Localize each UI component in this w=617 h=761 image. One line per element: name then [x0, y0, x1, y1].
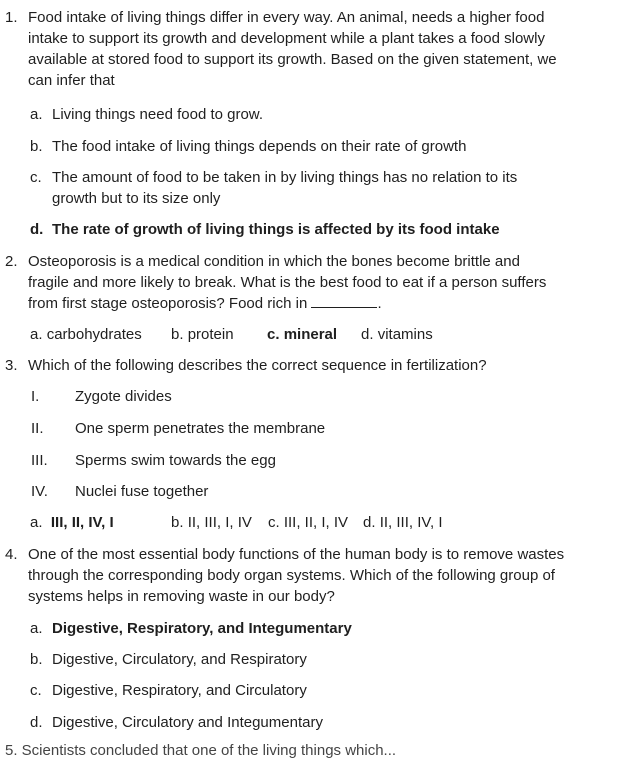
option-letter: b. [30, 138, 43, 155]
step-numeral: IV. [31, 483, 48, 500]
cutoff-text: 5. Scientists concluded that one of the living things which... [5, 742, 397, 759]
step-text: Nuclei fuse together [75, 483, 209, 500]
option-text: vitamins [377, 326, 433, 343]
question-stem-line: available at stored food to support its growth. Based on the given statement, we [28, 51, 557, 68]
option-letter: d. [30, 221, 44, 238]
option-text: II, III, I, IV [187, 514, 252, 531]
option-2d [361, 324, 433, 345]
question-number: 4. [5, 546, 18, 563]
question-stem-line [28, 293, 382, 314]
question-number: 2. [5, 253, 18, 270]
option-text: The amount of food to be taken in by living things has no relation to its [52, 169, 518, 186]
option-letter: c. [268, 514, 280, 531]
step-numeral: III. [31, 452, 48, 469]
option-text: Digestive, Circulatory, and Respiratory [52, 651, 307, 668]
option-letter: a. [30, 620, 43, 637]
option-letter: a. [30, 106, 43, 123]
question-stem-line: fragile and more likely to break. What is the best food to eat if a person suffers [28, 274, 547, 291]
question-stem-line: Food intake of living things differ in every way. An animal, needs a higher food [28, 9, 545, 26]
question-stem-line: can infer that [28, 72, 115, 89]
question-stem-line: Which of the following describes the correct sequence in fertilization? [28, 357, 487, 374]
option-text: protein [187, 326, 234, 343]
answer-blank [311, 293, 377, 308]
option-letter: c. [30, 169, 42, 186]
cutoff-next-question [0, 740, 617, 759]
option-2a [30, 324, 142, 345]
option-letter: c. [30, 682, 42, 699]
question-stem-line: Osteoporosis is a medical condition in which the bones become brittle and [28, 253, 520, 270]
option-text-continuation: growth but to its size only [52, 190, 221, 207]
question-number: 3. [5, 357, 18, 374]
option-text: carbohydrates [46, 326, 142, 343]
option-text: III, II, I, IV [283, 514, 349, 531]
option-3a [30, 512, 114, 533]
step-text: Zygote divides [75, 388, 172, 405]
option-letter: d. [361, 326, 374, 343]
question-stem-line: One of the most essential body functions of the human body is to remove wastes [28, 546, 565, 563]
question-stem-text: from first stage osteoporosis? Food rich in [28, 295, 308, 312]
option-letter: d. [363, 514, 376, 531]
option-2b [171, 324, 234, 345]
option-text: III, II, IV, I [50, 514, 114, 531]
option-letter: a. [30, 326, 43, 343]
option-text: Digestive, Respiratory, and Integumentary [52, 620, 352, 637]
option-text: mineral [283, 326, 338, 343]
blank-period: . [377, 295, 382, 312]
option-3d [363, 512, 443, 533]
step-text: One sperm penetrates the membrane [75, 420, 326, 437]
option-letter: a. [30, 514, 43, 531]
question-number: 1. [5, 9, 18, 26]
option-text: The food intake of living things depends on their rate of growth [52, 138, 467, 155]
step-numeral: I. [31, 388, 40, 405]
question-stem-line: through the corresponding body organ systems. Which of the following group of [28, 567, 555, 584]
option-letter: b. [171, 514, 184, 531]
step-text: Sperms swim towards the egg [75, 452, 276, 469]
option-text: Living things need food to grow. [52, 106, 263, 123]
option-text: Digestive, Respiratory, and Circulatory [52, 682, 307, 699]
option-3b [171, 512, 252, 533]
question-stem-line: systems helps in removing waste in our body? [28, 588, 335, 605]
option-letter: d. [30, 714, 43, 731]
option-letter: b. [30, 651, 43, 668]
option-3c [268, 512, 348, 533]
option-text: II, III, IV, I [379, 514, 443, 531]
step-numeral: II. [31, 420, 44, 437]
question-stem-line: intake to support its growth and development while a plant takes a food slowly [28, 30, 545, 47]
option-text: The rate of growth of living things is affected by its food intake [52, 221, 500, 238]
option-2c [267, 324, 337, 345]
option-text: Digestive, Circulatory and Integumentary [52, 714, 323, 731]
option-letter: c. [267, 326, 280, 343]
option-letter: b. [171, 326, 184, 343]
